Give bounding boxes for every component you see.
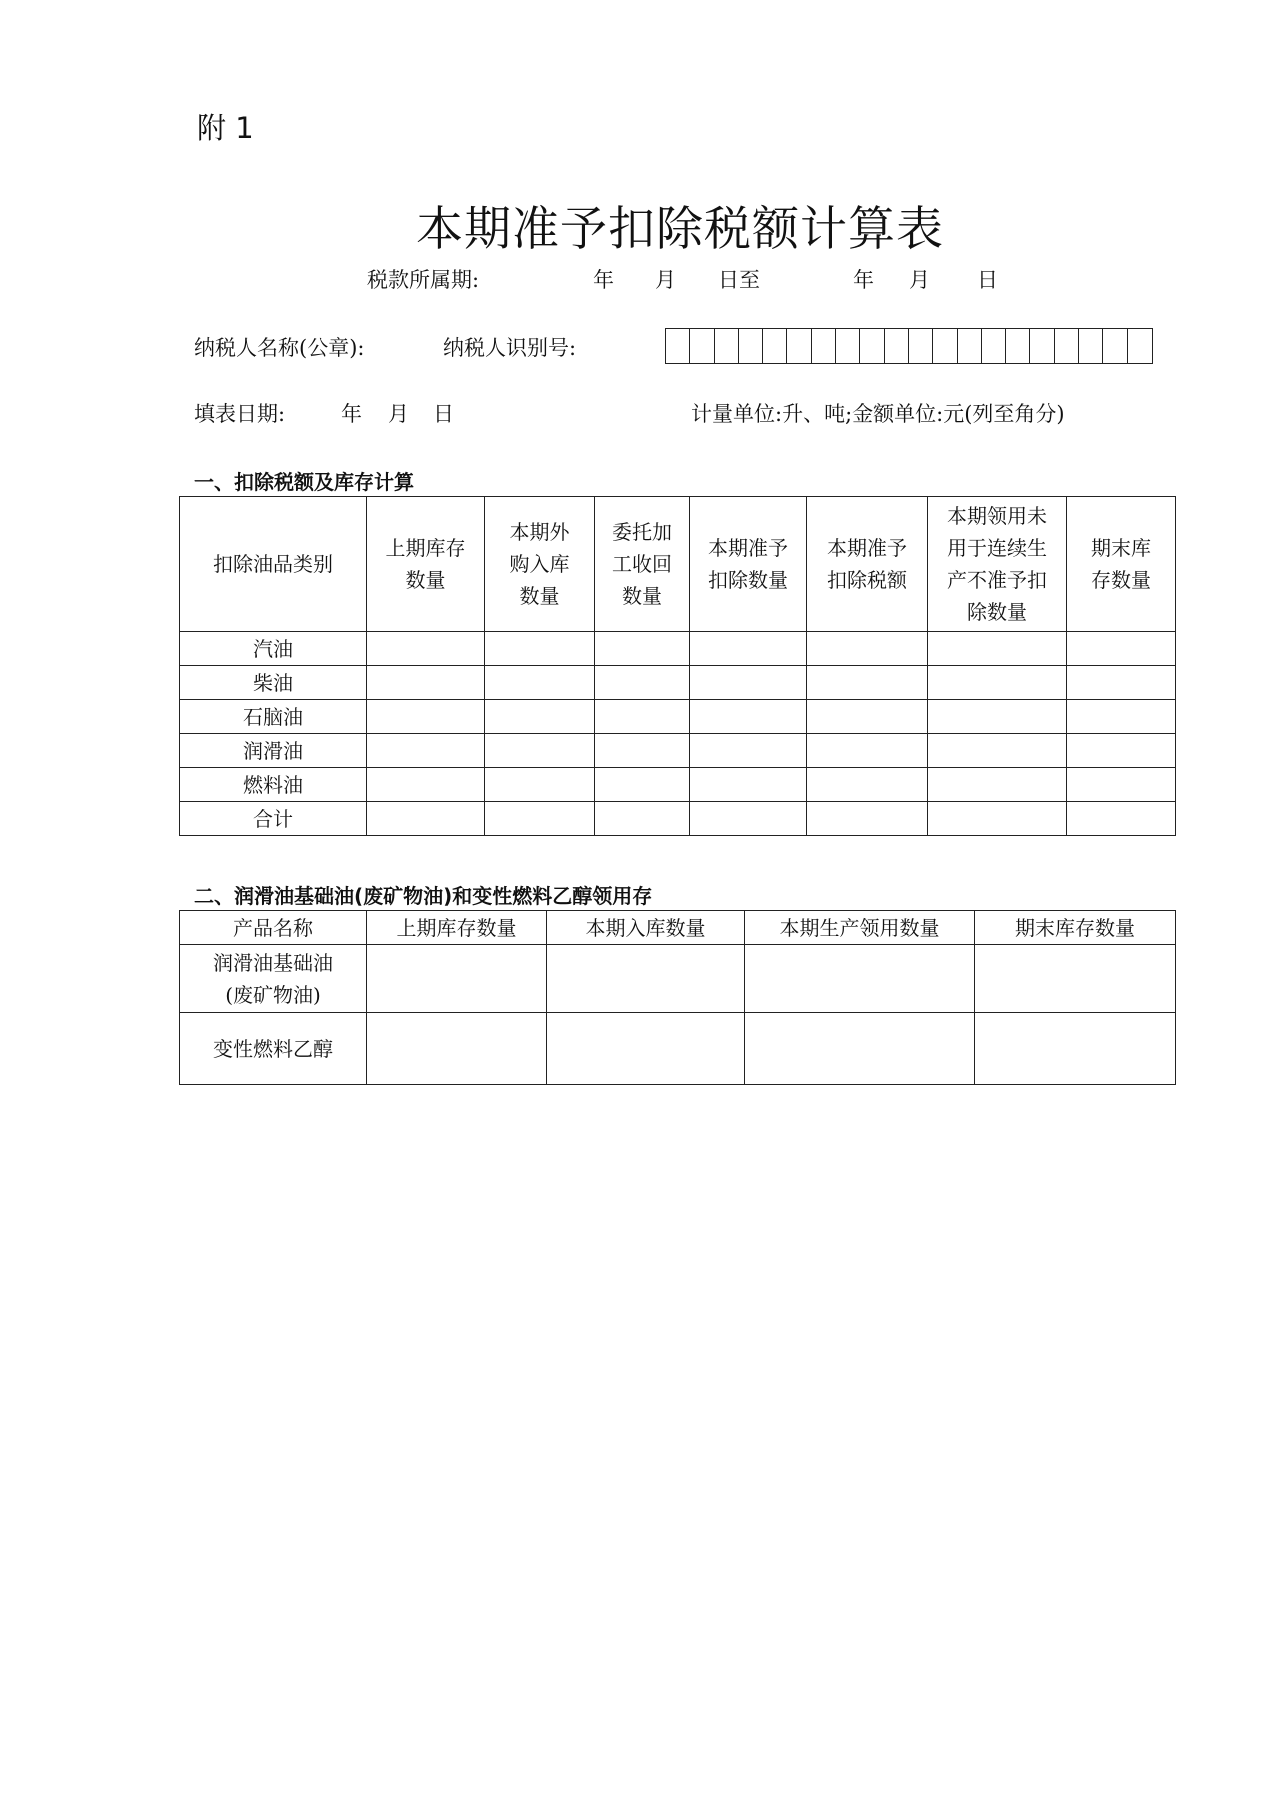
product-name-text: 润滑油基础油	[213, 950, 333, 975]
table1-input-cell[interactable]	[595, 802, 690, 836]
oil-category-label: 润滑油	[180, 734, 367, 768]
oil-category-label: 石脑油	[180, 700, 367, 734]
table2-row	[180, 945, 1176, 1013]
table1-header-text: 期末库	[1091, 536, 1151, 560]
table1-input-cell[interactable]	[595, 768, 690, 802]
table2-header-cell: 产品名称	[180, 911, 367, 945]
table1-input-cell[interactable]	[485, 768, 595, 802]
table1-input-cell[interactable]	[367, 632, 485, 666]
table1-input-cell[interactable]	[928, 666, 1067, 700]
taxpayer-id-boxes[interactable]	[665, 328, 1153, 364]
table1-input-cell[interactable]	[367, 802, 485, 836]
table1-input-cell[interactable]	[807, 666, 928, 700]
table1-header-text: 本期准予	[827, 536, 907, 560]
id-digit-box[interactable]	[1006, 329, 1030, 363]
table1-input-cell[interactable]	[595, 632, 690, 666]
table1-header-text: 上期库存	[385, 536, 466, 560]
table2-input-cell[interactable]	[367, 1013, 547, 1085]
table1-row	[180, 666, 1176, 700]
table1-input-cell[interactable]	[367, 666, 485, 700]
table1-row	[180, 768, 1176, 802]
id-digit-box[interactable]	[860, 329, 884, 363]
table1-header-cell	[1067, 497, 1176, 632]
table1-input-cell[interactable]	[928, 768, 1067, 802]
table1-input-cell[interactable]	[595, 666, 690, 700]
product-name-text: (废矿物油)	[225, 982, 321, 1007]
table2-input-cell[interactable]	[745, 1013, 975, 1085]
table1-header-cell	[690, 497, 807, 632]
table1-header-text: 除数量	[967, 600, 1027, 624]
table2-input-cell[interactable]	[745, 945, 975, 1013]
table1-header-text: 扣除油品类别	[213, 552, 333, 576]
id-digit-box[interactable]	[739, 329, 763, 363]
period-year-2: 年	[853, 268, 874, 292]
table1-header-text: 购入库	[509, 552, 570, 576]
id-digit-box[interactable]	[909, 329, 933, 363]
table1-header-cell	[180, 497, 367, 632]
period-day-2: 日	[977, 268, 998, 292]
table2-input-cell[interactable]	[547, 945, 745, 1013]
id-digit-box[interactable]	[763, 329, 787, 363]
table1-input-cell[interactable]	[928, 734, 1067, 768]
table1-header-text: 用于连续生	[947, 536, 1047, 560]
table1-input-cell[interactable]	[690, 700, 807, 734]
table2-header-cell: 期末库存数量	[975, 911, 1176, 945]
table1-input-cell[interactable]	[1067, 802, 1176, 836]
table1-input-cell[interactable]	[928, 700, 1067, 734]
table2-row	[180, 1013, 1176, 1085]
product-name-cell	[180, 945, 367, 1013]
table1-header-text: 产不准予扣	[947, 568, 1047, 592]
table1-input-cell[interactable]	[1067, 768, 1176, 802]
id-digit-box[interactable]	[1030, 329, 1054, 363]
table1-input-cell[interactable]	[1067, 734, 1176, 768]
oil-category-label: 合计	[180, 802, 367, 836]
table1-input-cell[interactable]	[807, 700, 928, 734]
table1-header-text: 委托加	[612, 520, 672, 544]
annex-label: 附 1	[197, 111, 254, 145]
fill-date-day: 日	[433, 402, 454, 426]
period-month-1: 月	[655, 268, 676, 292]
table1-input-cell[interactable]	[690, 632, 807, 666]
id-digit-box[interactable]	[715, 329, 739, 363]
table2-header-cell: 上期库存数量	[367, 911, 547, 945]
taxpayer-name-label: 纳税人名称(公章):	[194, 336, 365, 360]
table2-header-cell: 本期生产领用数量	[745, 911, 975, 945]
section1-heading: 一、扣除税额及库存计算	[194, 470, 414, 494]
table1-input-cell[interactable]	[485, 700, 595, 734]
table2-input-cell[interactable]	[975, 1013, 1176, 1085]
id-digit-box[interactable]	[885, 329, 909, 363]
usage-table	[179, 910, 1176, 1085]
table1-header-cell	[367, 497, 485, 632]
table2-input-cell[interactable]	[975, 945, 1176, 1013]
deduction-table	[179, 496, 1176, 836]
oil-category-label: 汽油	[180, 632, 367, 666]
table1-input-cell[interactable]	[1067, 700, 1176, 734]
table1-input-cell[interactable]	[485, 734, 595, 768]
table1-input-cell[interactable]	[367, 768, 485, 802]
table1-input-cell[interactable]	[690, 666, 807, 700]
oil-category-label: 燃料油	[180, 768, 367, 802]
table1-row	[180, 632, 1176, 666]
table1-header-text: 本期领用未	[947, 504, 1047, 528]
table1-input-cell[interactable]	[1067, 666, 1176, 700]
table1-input-cell[interactable]	[807, 632, 928, 666]
period-year-1: 年	[593, 268, 614, 292]
taxpayer-id-label: 纳税人识别号:	[443, 336, 577, 360]
table1-header-cell	[807, 497, 928, 632]
table2-input-cell[interactable]	[367, 945, 547, 1013]
table1-header-cell	[595, 497, 690, 632]
table1-input-cell[interactable]	[807, 802, 928, 836]
table2-input-cell[interactable]	[547, 1013, 745, 1085]
id-digit-box[interactable]	[836, 329, 860, 363]
section2-heading: 二、润滑油基础油(废矿物油)和变性燃料乙醇领用存	[194, 884, 653, 908]
id-digit-box[interactable]	[958, 329, 982, 363]
table1-row	[180, 700, 1176, 734]
table1-header-text: 工收回	[612, 552, 672, 576]
table1-header-cell	[485, 497, 595, 632]
table1-input-cell[interactable]	[485, 632, 595, 666]
product-name-text: 变性燃料乙醇	[213, 1036, 333, 1061]
table1-input-cell[interactable]	[690, 802, 807, 836]
table1-input-cell[interactable]	[1067, 632, 1176, 666]
period-month-2: 月	[909, 268, 930, 292]
table1-header-text: 数量	[622, 584, 662, 608]
table1-input-cell[interactable]	[690, 734, 807, 768]
table1-input-cell[interactable]	[595, 734, 690, 768]
id-digit-box[interactable]	[933, 329, 957, 363]
table1-input-cell[interactable]	[928, 802, 1067, 836]
id-digit-box[interactable]	[690, 329, 714, 363]
product-name-cell	[180, 1013, 367, 1085]
table1-input-cell[interactable]	[485, 802, 595, 836]
id-digit-box[interactable]	[812, 329, 836, 363]
table1-header-text: 扣除数量	[708, 568, 788, 592]
table1-row	[180, 802, 1176, 836]
table1-input-cell[interactable]	[595, 700, 690, 734]
fill-date-year: 年	[341, 402, 362, 426]
fill-date-label: 填表日期:	[194, 402, 286, 426]
id-digit-box[interactable]	[787, 329, 811, 363]
table1-row	[180, 734, 1176, 768]
table1-input-cell[interactable]	[367, 734, 485, 768]
table1-input-cell[interactable]	[807, 734, 928, 768]
table1-input-cell[interactable]	[928, 632, 1067, 666]
id-digit-box[interactable]	[1055, 329, 1079, 363]
table1-header-text: 数量	[519, 584, 560, 608]
table1-input-cell[interactable]	[807, 768, 928, 802]
table1-header-cell	[928, 497, 1067, 632]
id-digit-box[interactable]	[982, 329, 1006, 363]
page-title: 本期准予扣除税额计算表	[416, 202, 944, 257]
period-day-to: 日至	[718, 268, 760, 292]
table1-header-text: 本期外	[509, 520, 570, 544]
table1-header-text: 数量	[405, 568, 446, 592]
id-digit-box[interactable]	[1128, 329, 1152, 363]
oil-category-label: 柴油	[180, 666, 367, 700]
table1-header-text: 扣除税额	[827, 568, 907, 592]
table2-header-cell: 本期入库数量	[547, 911, 745, 945]
table1-input-cell[interactable]	[485, 666, 595, 700]
id-digit-box[interactable]	[1079, 329, 1103, 363]
fill-date-month: 月	[388, 402, 409, 426]
table1-header-text: 存数量	[1091, 568, 1151, 592]
table1-input-cell[interactable]	[367, 700, 485, 734]
table1-input-cell[interactable]	[690, 768, 807, 802]
id-digit-box[interactable]	[666, 329, 690, 363]
id-digit-box[interactable]	[1103, 329, 1127, 363]
tax-period-label: 税款所属期:	[367, 268, 480, 292]
units-note: 计量单位:升、吨;金额单位:元(列至角分)	[691, 402, 1065, 426]
table1-header-text: 本期准予	[708, 536, 788, 560]
